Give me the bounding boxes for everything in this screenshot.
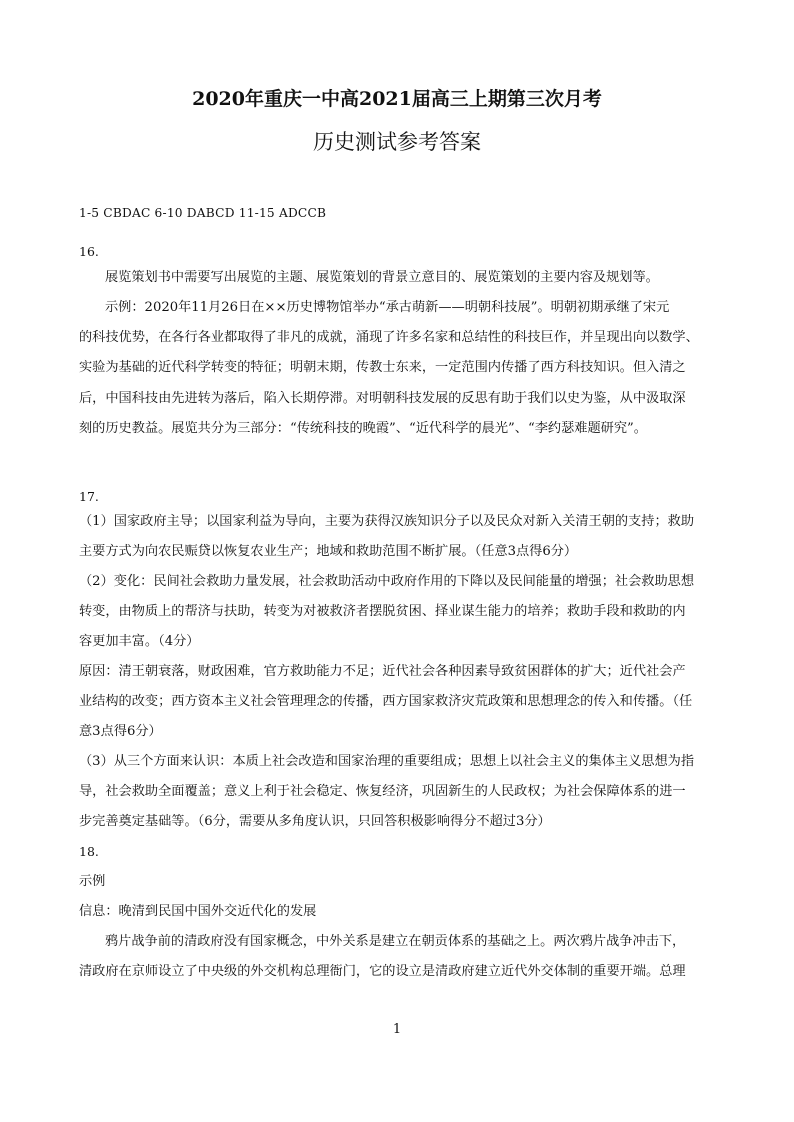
page-number: 1 [392, 1022, 402, 1037]
q16-line: 示例：2020年11月26日在××历史博物馆举办“承古萌新——明朝科技展”。明朝初期承继了宋元 [105, 300, 670, 315]
multiple-choice-answers: 1-5 CBDAC 6-10 DABCD 11-15 ADCCB [79, 206, 327, 220]
q17-line: 转变，由物质上的帮济与扶助，转变为对被救济者摆脱贫困、择业谋生能力的培养；救助手段和救助的内 [79, 604, 686, 619]
q17-line: 主要方式为向农民赈贷以恢复农业生产；地域和救助范围不断扩展。（任意3点得6分） [79, 544, 578, 559]
page-subtitle: 历史测试参考答案 [313, 130, 481, 154]
q16-line: 刻的历史教益。展览共分为三部分：“传统科技的晚霞”、“近代科学的晨光”、“李约瑟难题研究”。 [79, 421, 647, 436]
q17-line: 意3点得6分） [79, 724, 162, 739]
q17-line: 导，社会救助全面覆盖；意义上利于社会稳定、恢复经济，巩固新生的人民政权；为社会保障体系的进一 [79, 784, 686, 799]
question-number-16: 16. [79, 244, 99, 259]
q17-line: 业结构的改变；西方资本主义社会管理理念的传播，西方国家救济灾荒政策和思想理念的传入和传播。（任 [79, 694, 693, 709]
q18-line: 鸦片战争前的清政府没有国家概念，中外关系是建立在朝贡体系的基础之上。两次鸦片战争冲击下， [105, 934, 686, 949]
q16-line: 展览策划书中需要写出展览的主题、展览策划的背景立意目的、展览策划的主要内容及规划等。 [105, 270, 659, 285]
question-number-17: 17. [79, 489, 99, 504]
q17-line: （2）变化：民间社会救助力量发展，社会救助活动中政府作用的下降以及民间能量的增强；社会救助思想 [79, 574, 695, 589]
q17-line: （3）从三个方面来认识：本质上社会改造和国家治理的重要组成；思想上以社会主义的集体主义思想为指 [79, 754, 695, 769]
q16-line: 的科技优势，在各行各业都取得了非凡的成就，涌现了许多名家和总结性的科技巨作，并呈现出向以数学、 [79, 330, 699, 345]
q18-line: 示例 [79, 874, 106, 889]
q17-line: （1）国家政府主导；以国家利益为导向，主要为获得汉族知识分子以及民众对新入关清王朝的支持；救助 [79, 514, 695, 529]
q17-line: 容更加丰富。（4分） [79, 634, 200, 649]
q16-line: 实验为基础的近代科学转变的特征；明朝末期，传教士东来，一定范围内传播了西方科技知识。但入清之 [79, 360, 686, 375]
q18-line: 清政府在京师设立了中央级的外交机构总理衙门，它的设立是清政府建立近代外交体制的重要开端。总理 [79, 964, 686, 979]
page-title: 2020年重庆一中高2021届高三上期第三次月考 [192, 88, 602, 110]
q17-line: 步完善奠定基础等。（6分，需要从多角度认识，只回答积极影响得分不超过3分） [79, 814, 551, 829]
q17-line: 原因：清王朝衰落，财政困难，官方救助能力不足；近代社会各种因素导致贫困群体的扩大；近代社会产 [79, 664, 686, 679]
q16-line: 后，中国科技由先进转为落后，陷入长期停滞。对明朝科技发展的反思有助于我们以史为鉴，从中汲取深 [79, 391, 686, 406]
question-number-18: 18. [79, 844, 99, 859]
q18-line: 信息：晚清到民国中国外交近代化的发展 [79, 904, 317, 919]
